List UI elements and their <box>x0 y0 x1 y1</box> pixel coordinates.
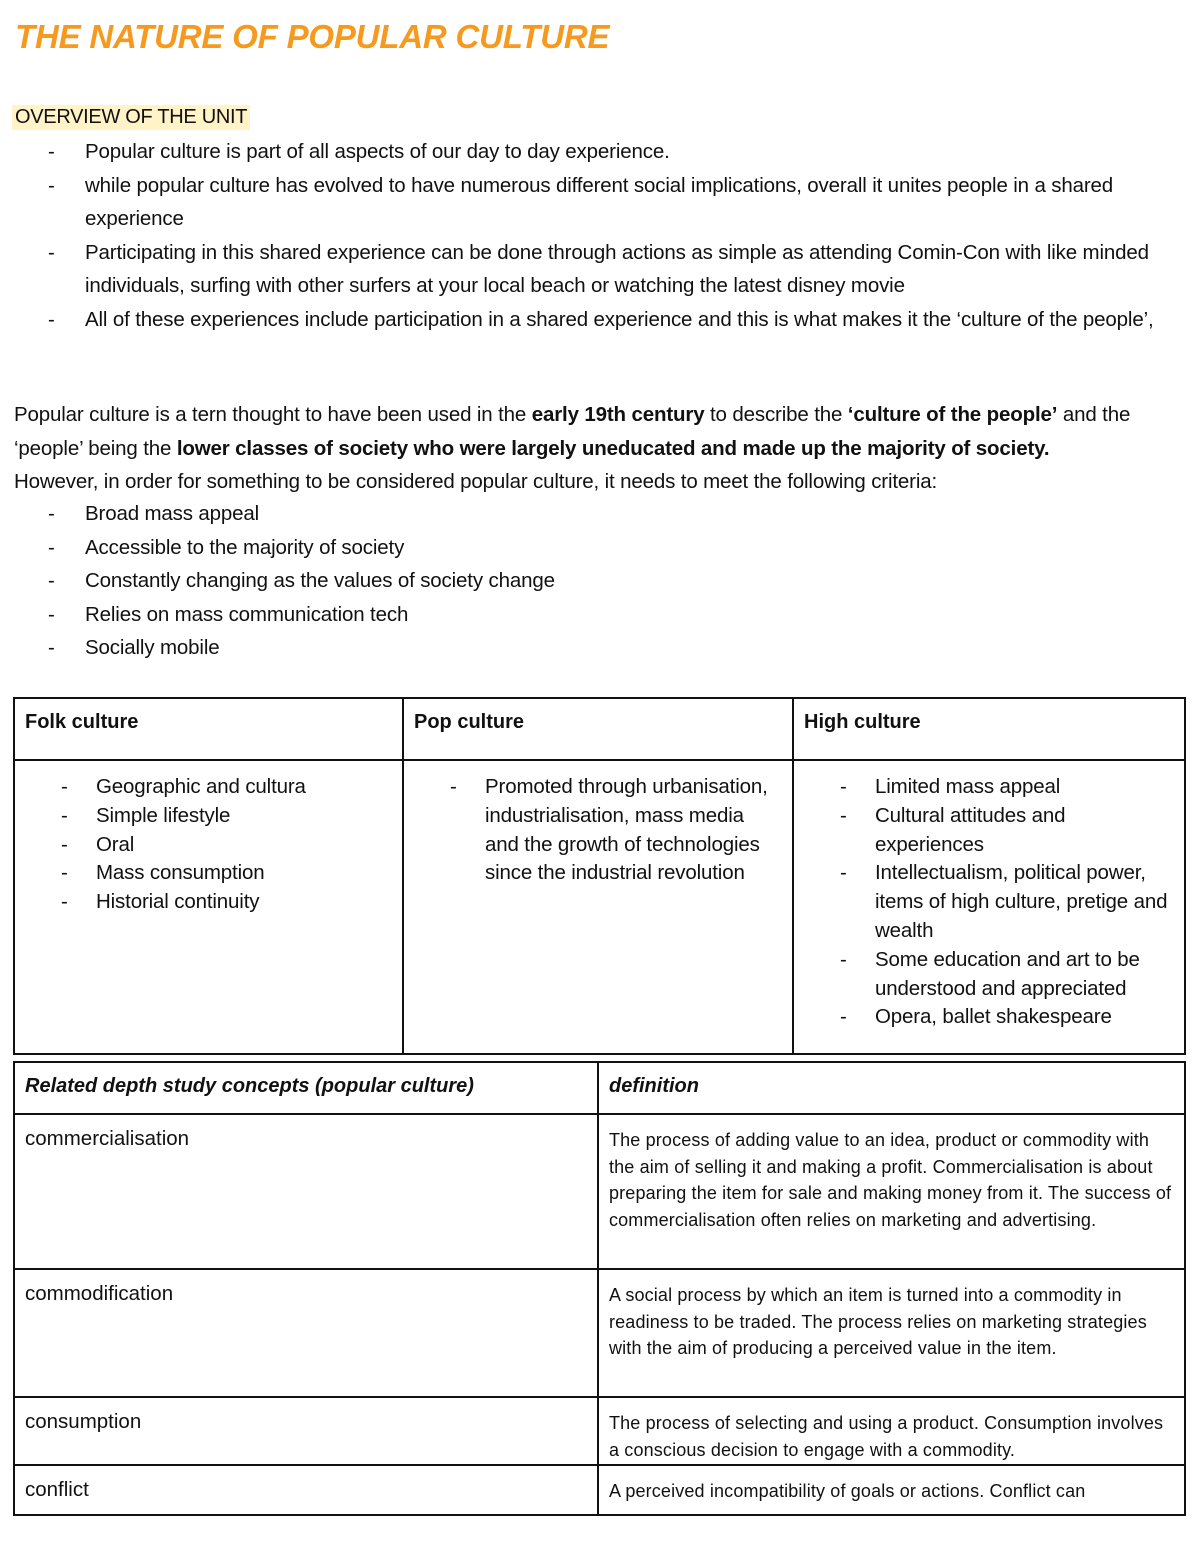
overview-heading: OVERVIEW OF THE UNIT <box>12 105 250 130</box>
folk-culture-cell <box>14 760 403 1054</box>
concept-definition: A perceived incompatibility of goals or actions. Conflict can <box>598 1465 1185 1515</box>
list-item: - Relies on mass communication tech <box>14 598 914 632</box>
criteria-list <box>14 497 914 665</box>
paragraph-bold: lower classes of society who were largely uneducated and made up the majority of society. <box>176 436 1050 460</box>
high-culture-cell <box>793 760 1185 1054</box>
document-title: THE NATURE OF POPULAR CULTURE <box>15 18 610 55</box>
list-item: - Accessible to the majority of society <box>14 531 914 565</box>
paragraph-text: to describe the <box>704 403 848 426</box>
list-item: - Intellectualism, political power, items of high culture, pretige and wealth <box>804 859 1174 945</box>
list-item: - Some education and art to be understood and appreciated <box>804 946 1174 1004</box>
header-folk-culture: Folk culture <box>14 698 403 760</box>
concept-term: commercialisation <box>14 1114 598 1269</box>
table-row <box>14 1269 1185 1397</box>
overview-list <box>14 135 1164 336</box>
list-item: - Geographic and cultura <box>25 773 392 802</box>
list-item: - Participating in this shared experience can be done through actions as simple as attending Comin-Con with like minded individuals, surfing with other surfers at your local beach or watching the latest disney movie <box>14 236 1164 303</box>
concept-definition: A social process by which an item is turned into a commodity in readiness to be traded. The process relies on marketing strategies with the aim of producing a perceived value in the item. <box>598 1269 1185 1397</box>
table-row <box>14 1114 1185 1269</box>
table-header-row <box>14 698 1185 760</box>
paragraph-text: Popular culture is a tern thought to have been used in the <box>14 403 532 426</box>
paragraph-bold: ‘culture of the people’ <box>847 403 1058 426</box>
header-definition: definition <box>598 1062 1185 1114</box>
list-item: - Constantly changing as the values of society change <box>14 564 914 598</box>
concept-term: conflict <box>14 1465 598 1515</box>
concept-term: consumption <box>14 1397 598 1465</box>
concept-definition: The process of selecting and using a product. Consumption involves a conscious decision to engage with a commodity. <box>598 1397 1185 1465</box>
high-culture-list <box>804 773 1174 1032</box>
table-row <box>14 760 1185 1054</box>
table-row <box>14 1397 1185 1465</box>
pop-culture-list <box>414 773 782 888</box>
paragraph-bold: early 19th century <box>531 403 705 426</box>
table-row <box>14 1465 1185 1515</box>
list-item: - Socially mobile <box>14 631 914 665</box>
concept-term: commodification <box>14 1269 598 1397</box>
list-item: - Broad mass appeal <box>14 497 914 531</box>
concepts-table <box>13 1061 1186 1516</box>
list-item: - Promoted through urbanisation, industrialisation, mass media and the growth of technologies since the industrial revolution <box>414 773 782 888</box>
list-item: - Limited mass appeal <box>804 773 1174 802</box>
paragraph-text: and the ‘people’ being the <box>14 403 1131 460</box>
list-item: - Simple lifestyle <box>25 802 392 831</box>
list-item: - Opera, ballet shakespeare <box>804 1003 1174 1032</box>
list-item: - Cultural attitudes and experiences <box>804 802 1174 860</box>
list-item: - while popular culture has evolved to have numerous different social implications, overall it unites people in a shared experience <box>14 169 1164 236</box>
header-pop-culture: Pop culture <box>403 698 793 760</box>
header-high-culture: High culture <box>793 698 1185 760</box>
list-item: - Oral <box>25 831 392 860</box>
list-item: - Historial continuity <box>25 888 392 917</box>
list-item: - All of these experiences include participation in a shared experience and this is what makes it the ‘culture of the people’, <box>14 303 1164 337</box>
folk-culture-list <box>25 773 392 917</box>
concept-definition: The process of adding value to an idea, product or commodity with the aim of selling it and making a profit. Commercialisation is about preparing the item for sale and making money from it. The success of commercialisation often relies on marketing and advertising. <box>598 1114 1185 1269</box>
list-item: - Popular culture is part of all aspects of our day to day experience. <box>14 135 1164 169</box>
paragraph-text: However, in order for something to be considered popular culture, it needs to meet the following criteria: <box>14 470 938 493</box>
list-item: - Mass consumption <box>25 859 392 888</box>
header-concepts: Related depth study concepts (popular culture) <box>14 1062 598 1114</box>
intro-paragraph <box>14 398 1189 499</box>
culture-comparison-table <box>13 697 1186 1055</box>
pop-culture-cell <box>403 760 793 1054</box>
table-header-row <box>14 1062 1185 1114</box>
